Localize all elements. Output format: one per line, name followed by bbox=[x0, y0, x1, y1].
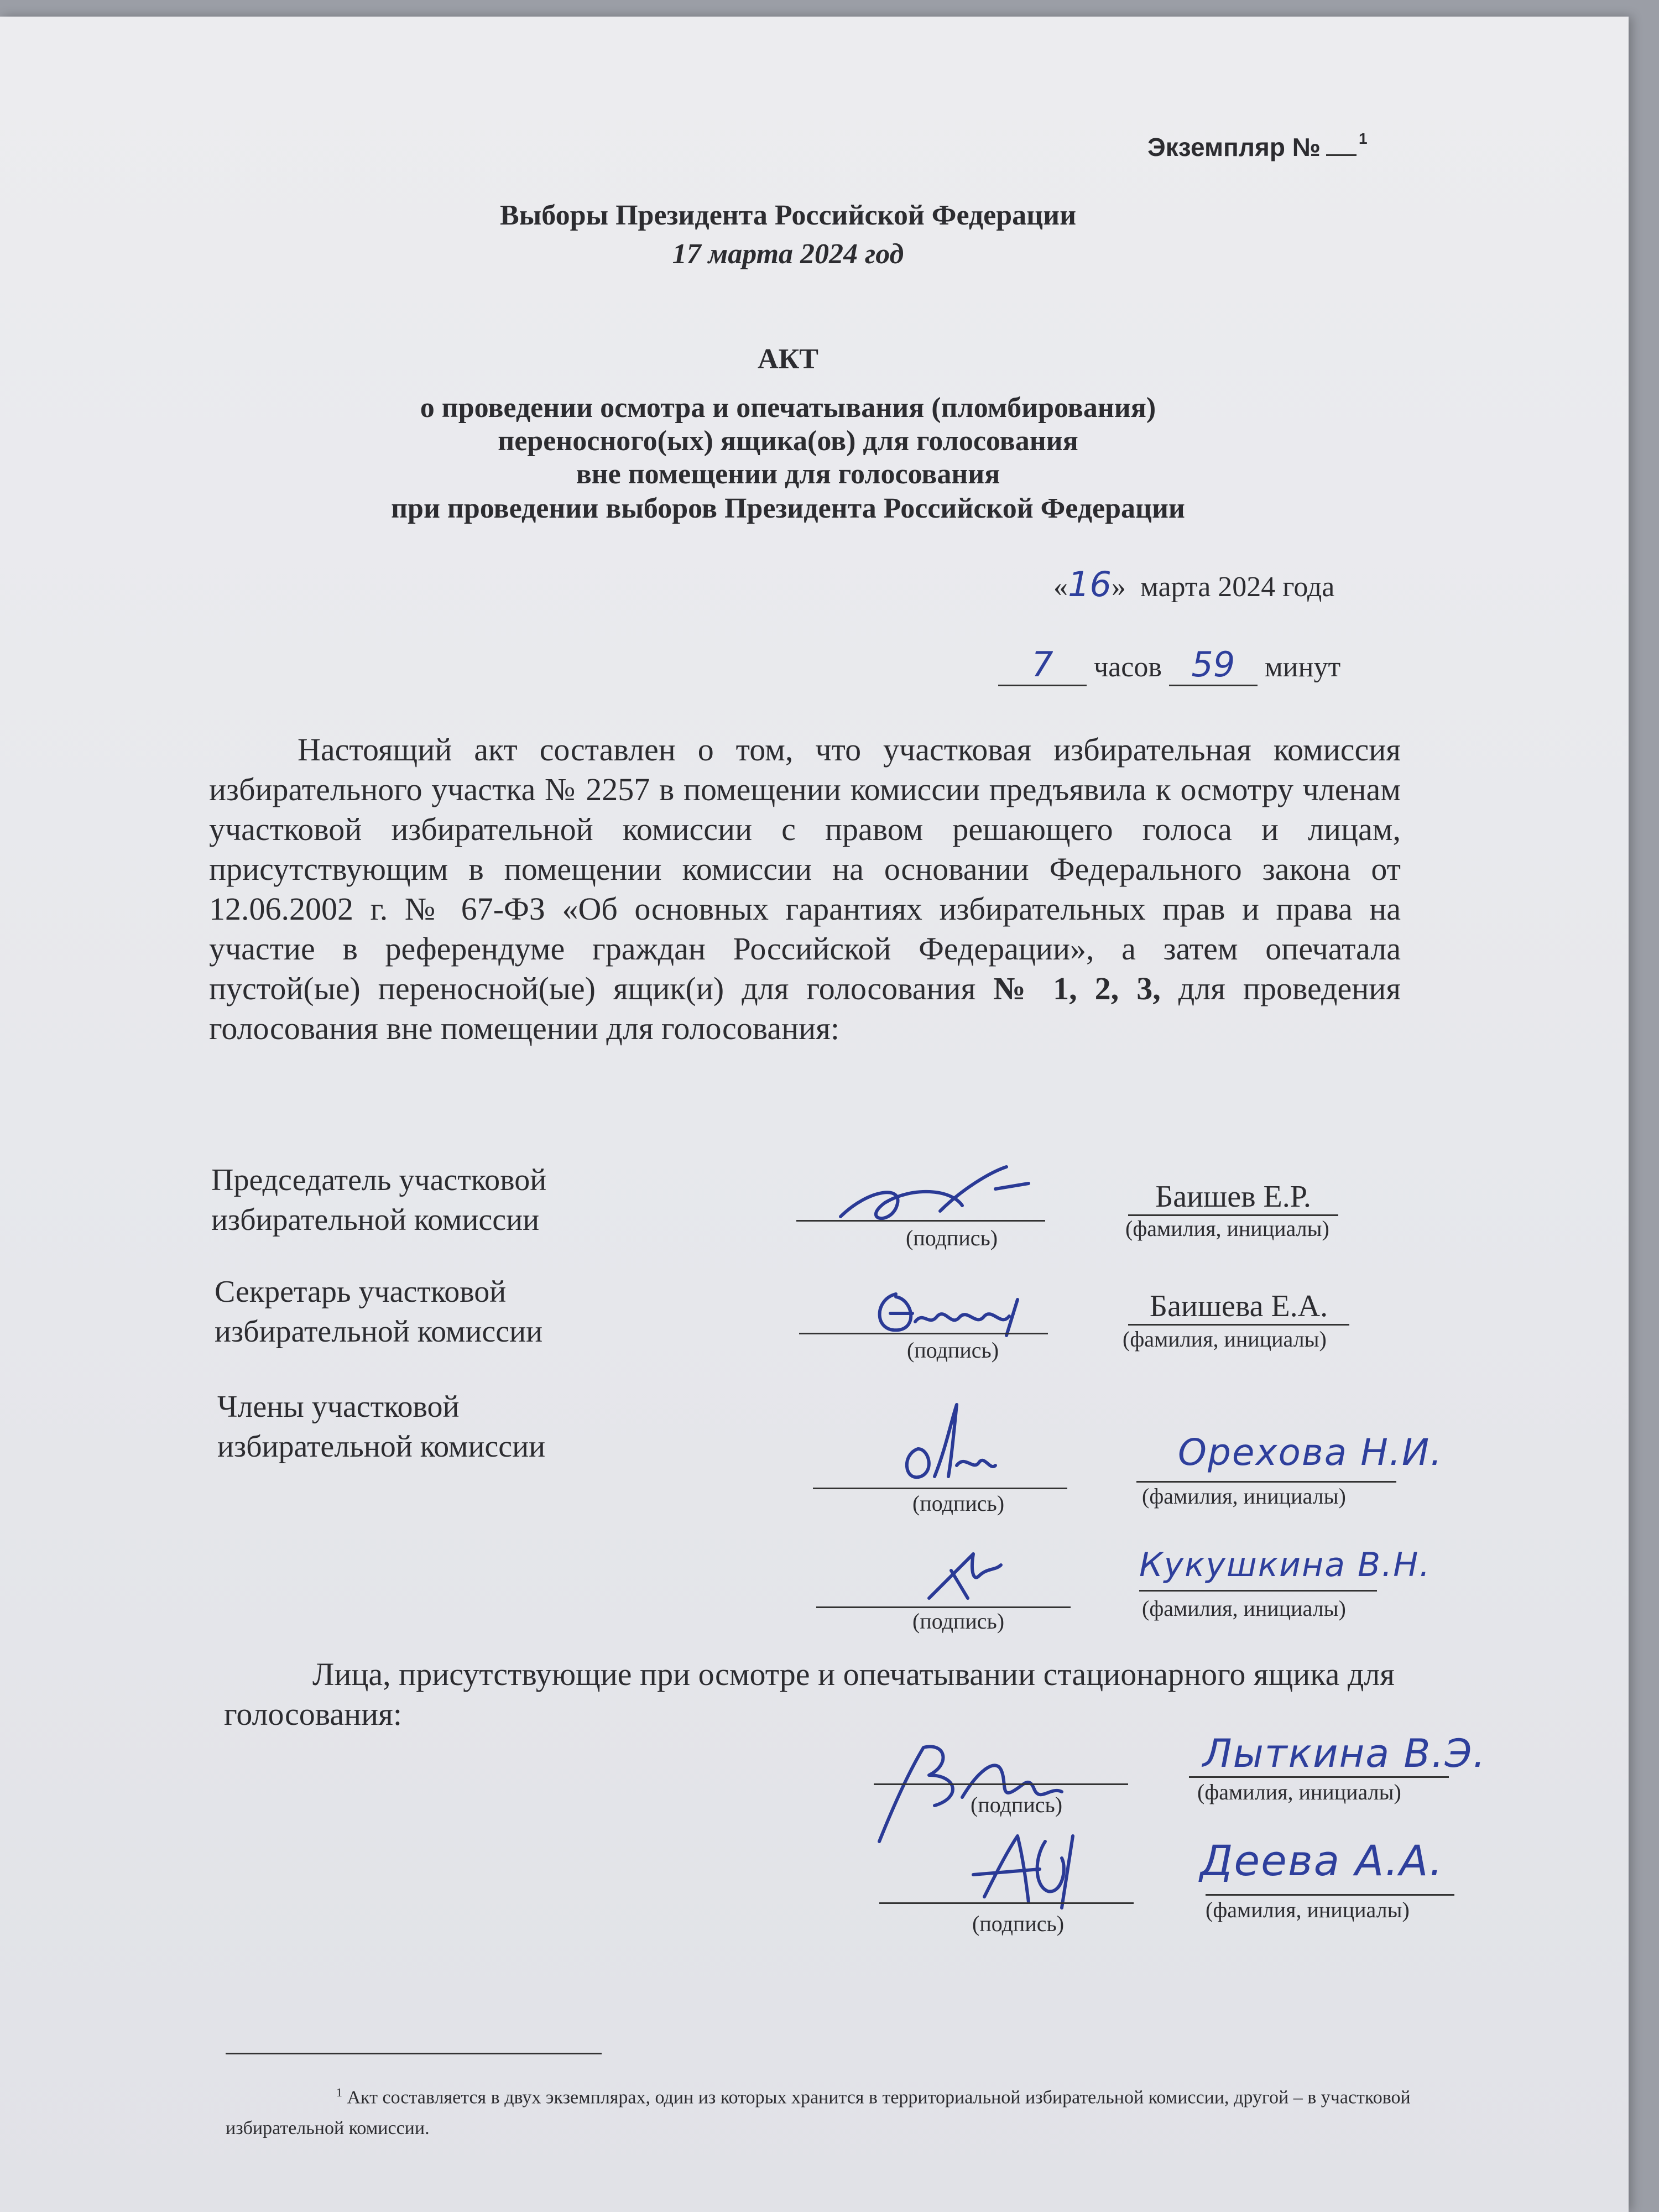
date-month-year: марта 2024 года bbox=[1140, 571, 1335, 603]
copy-label-text: Экземпляр № bbox=[1147, 133, 1321, 161]
act-subtitle-line-3: вне помещении для голосования bbox=[576, 458, 1000, 490]
chairman-role bbox=[211, 1160, 546, 1240]
observer-2-name-line bbox=[1206, 1894, 1454, 1896]
copy-number-blank bbox=[1326, 154, 1357, 156]
chairman-signature-line bbox=[796, 1220, 1045, 1222]
observer-2-signature-caption: (подпись) bbox=[972, 1911, 1065, 1936]
chairman-role-line-2: избирательной комиссии bbox=[211, 1203, 540, 1237]
hours-handwritten: 7 bbox=[1031, 644, 1053, 685]
member-1-signature-line bbox=[813, 1488, 1067, 1489]
observer-1-name-caption: (фамилия, инициалы) bbox=[1197, 1780, 1401, 1804]
secretary-name: Баишева Е.А. bbox=[1128, 1288, 1349, 1326]
footnote-text: Акт составляется в двух экземплярах, один из которых хранится в территориальной избирательной комиссии, другой – в участковой избирательной комиссии. bbox=[226, 2087, 1411, 2139]
act-subtitle-line-4: при проведении выборов Президента Российской Федерации bbox=[391, 493, 1185, 524]
member-2-signature bbox=[918, 1548, 1006, 1604]
footnote bbox=[226, 2077, 1453, 2144]
act-date bbox=[1053, 564, 1334, 604]
observers-intro-text: Лица, присутствующие при осмотре и опечатывании стационарного ящика для голосования: bbox=[224, 1656, 1395, 1732]
copy-number-label bbox=[1147, 130, 1368, 162]
election-date: 17 марта 2024 год bbox=[672, 238, 904, 270]
act-subtitle-line-2: переносного(ых) ящика(ов) для голосования bbox=[498, 425, 1078, 457]
observer-2-signature-line bbox=[879, 1902, 1134, 1904]
footnote-rule bbox=[226, 2053, 602, 2054]
chairman-role-line-1: Председатель участковой bbox=[211, 1163, 547, 1197]
member-2-signature-caption: (подпись) bbox=[912, 1609, 1005, 1634]
observer-2-name-handwritten: Деева А.А. bbox=[1200, 1836, 1444, 1885]
secretary-signature bbox=[868, 1283, 1045, 1344]
secretary-signature-line bbox=[799, 1333, 1048, 1334]
secretary-role-line-2: избирательной комиссии bbox=[215, 1314, 543, 1349]
chairman-signature bbox=[830, 1156, 1040, 1233]
member-1-signature-caption: (подпись) bbox=[912, 1491, 1005, 1516]
chairman-name: Баишев Е.Р. bbox=[1128, 1179, 1338, 1216]
hours-label: часов bbox=[1094, 651, 1162, 683]
date-open-quote: « bbox=[1053, 571, 1068, 603]
minutes-blank bbox=[1169, 644, 1258, 686]
act-body-paragraph bbox=[209, 730, 1401, 1048]
observer-1-signature-line bbox=[874, 1783, 1128, 1785]
members-role bbox=[217, 1387, 545, 1467]
member-1-signature bbox=[896, 1399, 1006, 1488]
member-2-name-handwritten: Кукушкина В.Н. bbox=[1139, 1546, 1431, 1584]
box-numbers: № 1, 2, 3, bbox=[993, 971, 1161, 1006]
secretary-role bbox=[215, 1272, 542, 1352]
observer-1-name-line bbox=[1189, 1776, 1449, 1778]
member-2-name-line bbox=[1139, 1590, 1377, 1592]
member-1-name-handwritten: Орехова Н.И. bbox=[1178, 1431, 1443, 1474]
act-heading: АКТ bbox=[758, 343, 818, 375]
observer-2-signature bbox=[951, 1825, 1095, 1913]
observer-1-signature-caption: (подпись) bbox=[971, 1792, 1063, 1817]
members-role-line-2: избирательной комиссии bbox=[217, 1430, 546, 1464]
chairman-signature-caption: (подпись) bbox=[906, 1225, 998, 1250]
date-day-handwritten: 16 bbox=[1068, 564, 1112, 604]
members-role-line-1: Члены участковой bbox=[217, 1390, 460, 1424]
secretary-name-caption: (фамилия, инициалы) bbox=[1123, 1327, 1327, 1352]
secretary-role-line-1: Секретарь участковой bbox=[215, 1275, 507, 1309]
observer-2-name-caption: (фамилия, инициалы) bbox=[1206, 1897, 1410, 1922]
body-text-start: Настоящий акт составлен о том, что участковая избирательная комиссия избирательного участка № 2257 в помещении комиссии предъявила к осмотру членам участковой избирательной комиссии с правом решающего голоса и лицам, присутствующим в помещении комиссии на основании Федерального закона от 12.06.2002 г. № 67-ФЗ «Об основных гарантиях избирательных прав и права на участие в референдуме граждан Российской Федерации», а затем опечатала пустой(ые) переносной(ые) ящик(и) для голосования bbox=[209, 732, 1401, 1006]
act-time bbox=[998, 644, 1340, 686]
member-2-name-caption: (фамилия, инициалы) bbox=[1142, 1596, 1346, 1621]
body-text-end: для проведения голосования вне помещении для голосования: bbox=[209, 971, 1401, 1046]
chairman-name-caption: (фамилия, инициалы) bbox=[1125, 1216, 1329, 1241]
minutes-handwritten: 59 bbox=[1191, 644, 1235, 685]
document-page bbox=[0, 17, 1629, 2212]
act-subtitle-line-1: о проведении осмотра и опечатывания (пломбирования) bbox=[420, 392, 1156, 424]
hours-blank bbox=[998, 644, 1087, 686]
observers-intro bbox=[224, 1655, 1396, 1734]
copy-footnote-marker: 1 bbox=[1359, 130, 1368, 147]
election-title: Выборы Президента Российской Федерации bbox=[499, 200, 1077, 231]
member-1-name-line bbox=[1136, 1481, 1396, 1483]
minutes-label: минут bbox=[1264, 651, 1341, 683]
secretary-signature-caption: (подпись) bbox=[907, 1338, 999, 1363]
date-close-quote: » bbox=[1111, 571, 1126, 603]
footnote-marker: 1 bbox=[336, 2085, 342, 2099]
observer-1-name-handwritten: Лыткина В.Э. bbox=[1203, 1731, 1486, 1776]
member-1-name-caption: (фамилия, инициалы) bbox=[1142, 1484, 1346, 1509]
